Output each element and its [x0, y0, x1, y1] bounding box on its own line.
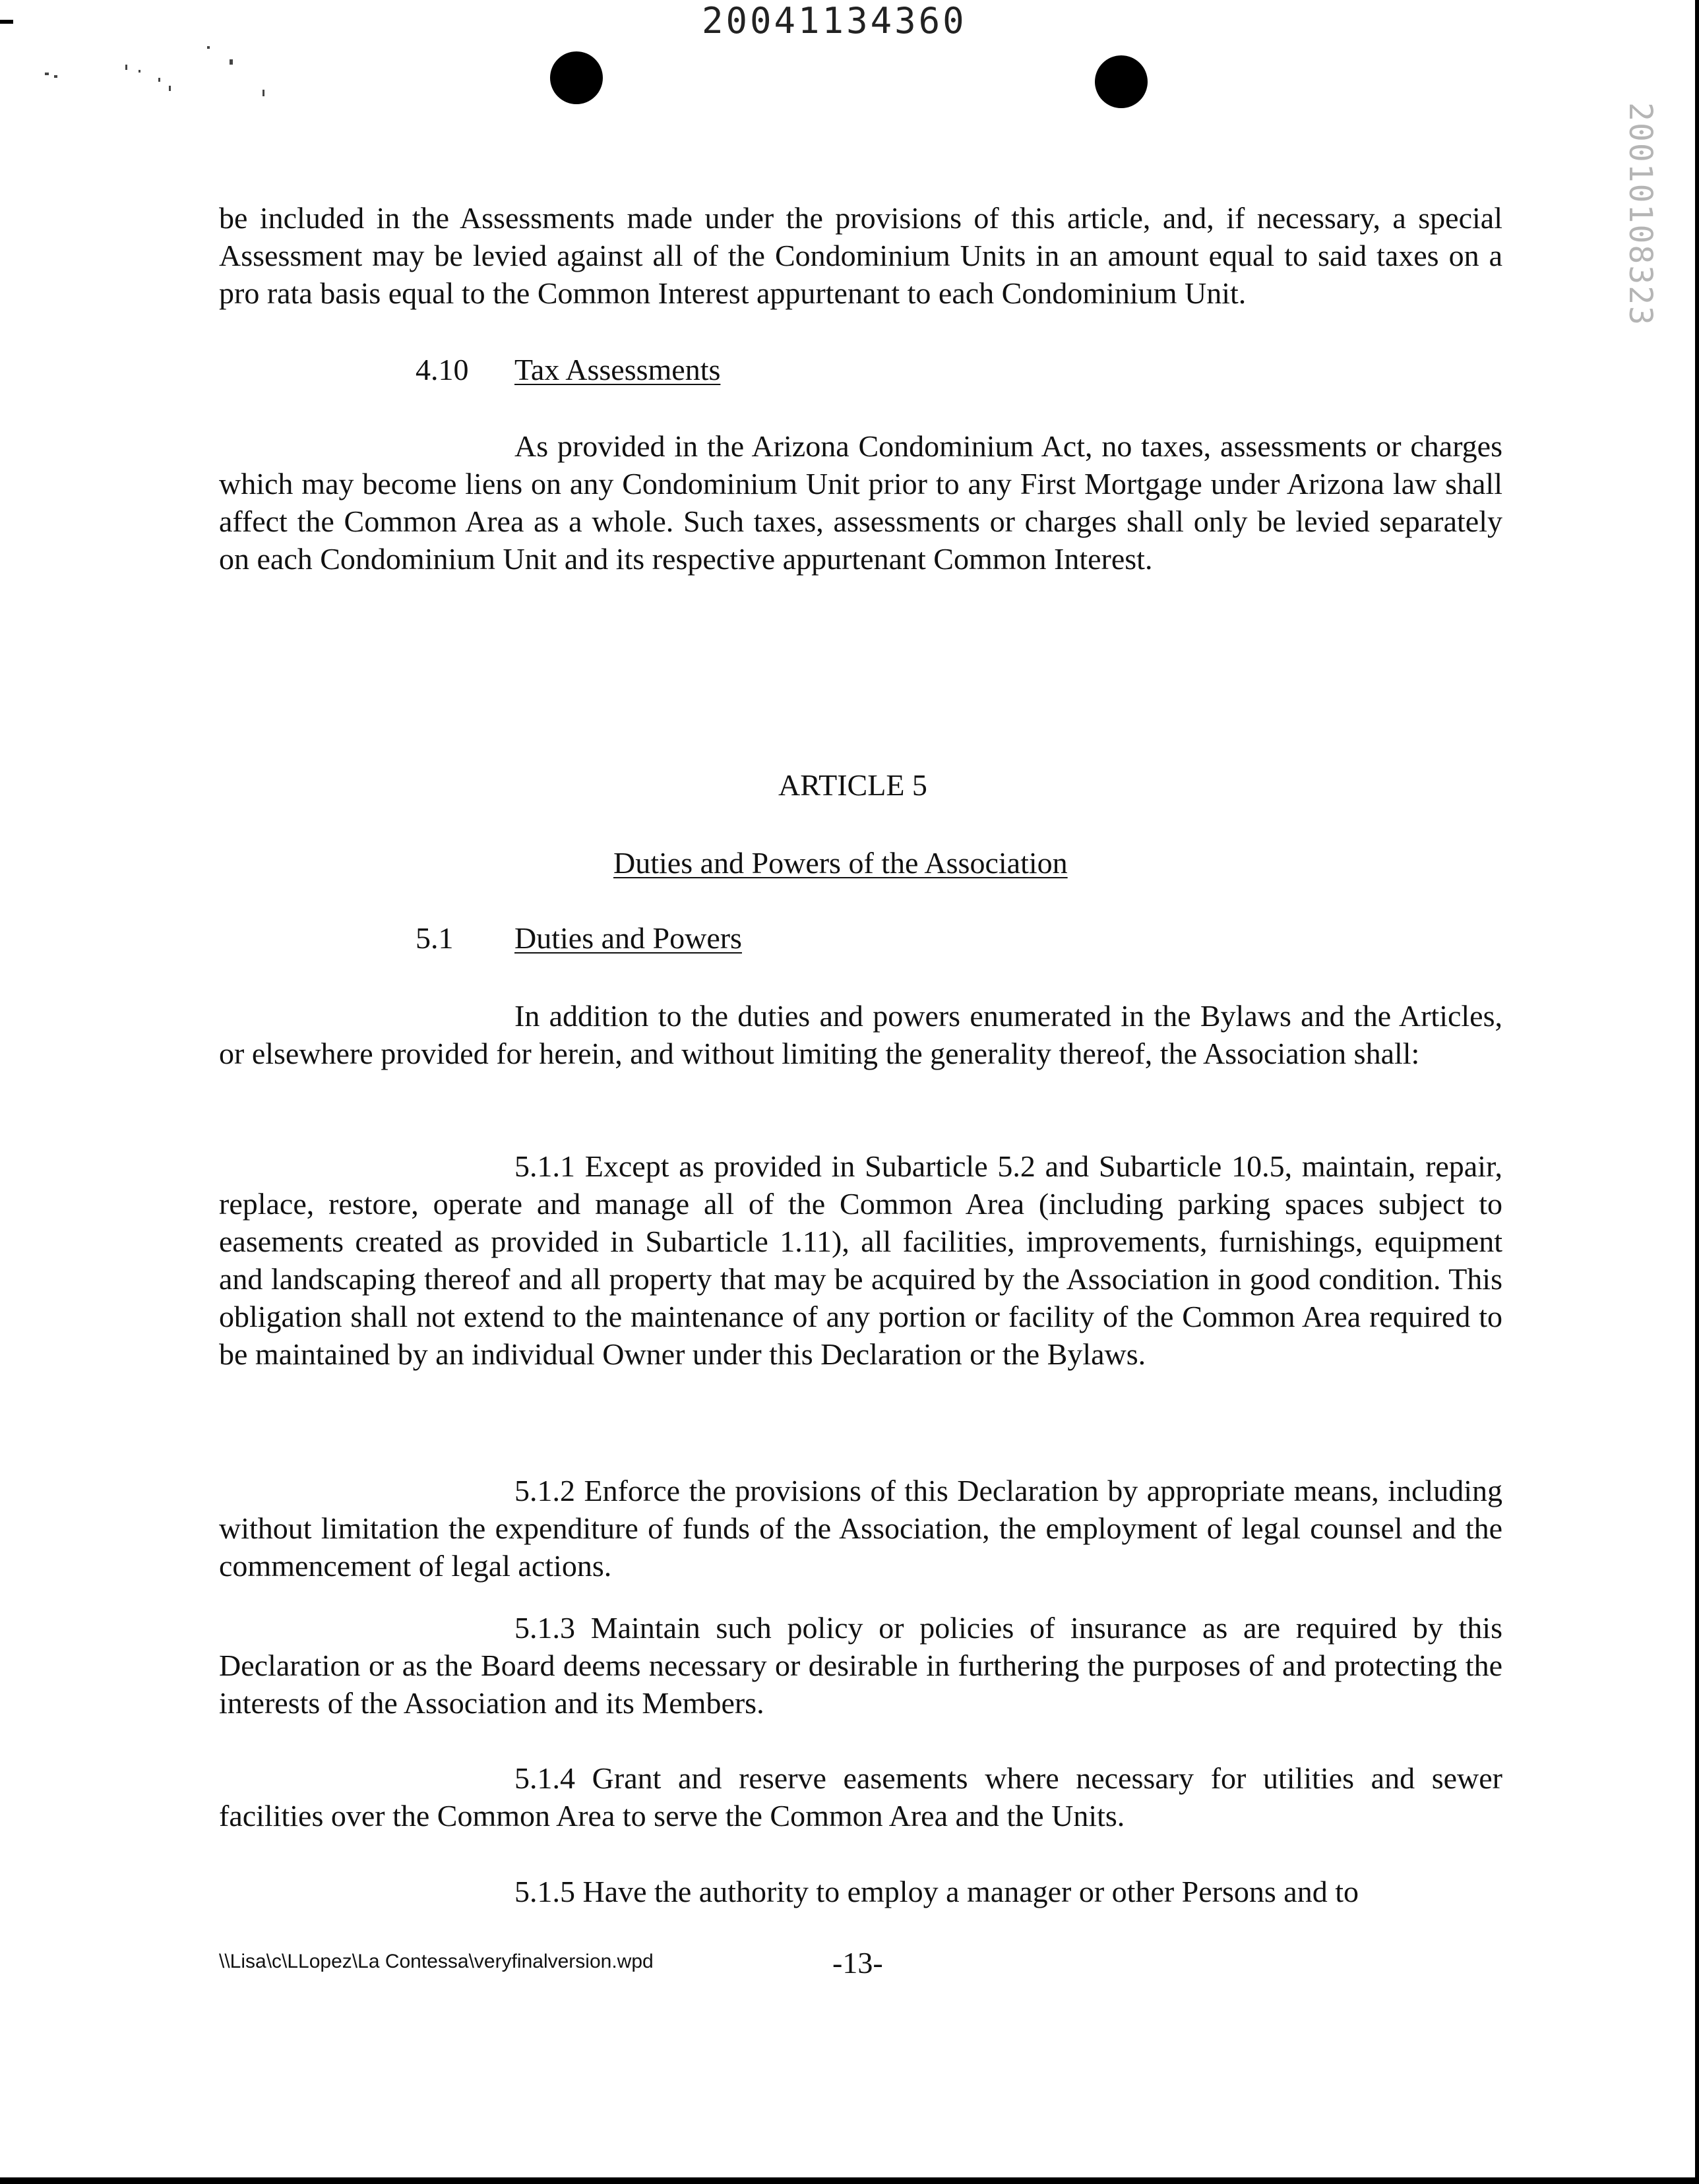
scan-specks [40, 46, 277, 112]
article-title: Duties and Powers of the Association [613, 846, 1068, 880]
paragraph-5-1-2: 5.1.2 Enforce the provisions of this Declaration by appropriate means, including without limitation the expenditure of funds of the Association, the employment of legal counsel and the commencement of legal actions. [219, 1474, 1502, 1583]
punch-hole-left [550, 51, 603, 104]
scan-bottom-border [0, 2177, 1699, 2184]
paragraph-5-1-3: 5.1.3 Maintain such policy or policies of insurance as are required by this Declaration or as the Board deems necessary or desirable in furthering the purposes of and protecting the interests of the Association and its Members. [219, 1611, 1502, 1720]
paragraph-tax-assessments: As provided in the Arizona Condominium Act, no taxes, assessments or charges which may become liens on any Condominium Unit prior to any First Mortgage under Arizona law shall affect the Common Area as a whole. Such taxes, assessments or charges shall only be levied separately on each Condominium Unit and its respective appurtenant Common Interest. [219, 429, 1502, 576]
paragraph-taxes-continued: be included in the Assessments made under the provisions of this article, and, if necessary, a special Assessment may be levied against all of the Condominium Units in an amount equal to said taxes on a pro rata basis equal to the Common Interest appurtenant to each Condominium Unit. [219, 201, 1502, 310]
section-number: 5.1 [416, 921, 454, 955]
footer-page-number: -13- [832, 1946, 883, 1980]
article-heading: ARTICLE 5 [778, 768, 927, 802]
section-number: 4.10 [416, 353, 469, 386]
scan-corner-mark [0, 20, 13, 24]
scan-right-border [1695, 0, 1699, 2184]
paragraph-duties-intro: In addition to the duties and powers enumerated in the Bylaws and the Articles, or elsewhere provided for herein, and without limiting the generality thereof, the Association shall: [219, 999, 1502, 1070]
recording-number: 20041134360 [702, 0, 967, 42]
footer-file-path: \\Lisa\c\LLopez\La Contessa\veryfinalversion.wpd [219, 1951, 654, 1972]
section-4-10-heading [416, 351, 720, 388]
paragraph-5-1-1: 5.1.1 Except as provided in Subarticle 5.2 and Subarticle 10.5, maintain, repair, replace, restore, operate and manage all of the Common Area (including parking spaces subject to easements created as provided in Subarticle 1.11), all facilities, improvements, furnishings, equipment and landscaping thereof and all property that may be acquired by the Association in good condition. This obligation shall not extend to the maintenance of any portion or facility of the Common Area required to be maintained by an individual Owner under this Declaration or the Bylaws. [219, 1149, 1502, 1371]
paragraph-5-1-5: 5.1.5 Have the authority to employ a manager or other Persons and to [514, 1875, 1359, 1908]
section-5-1-heading [416, 919, 742, 957]
section-title: Duties and Powers [514, 921, 742, 955]
paragraph-5-1-4: 5.1.4 Grant and reserve easements where necessary for utilities and sewer facilities over the Common Area to serve the Common Area and the Units. [219, 1761, 1502, 1833]
section-title: Tax Assessments [514, 353, 721, 386]
punch-hole-right [1095, 55, 1148, 108]
side-recording-stamp: 20010108323 [1622, 102, 1659, 326]
